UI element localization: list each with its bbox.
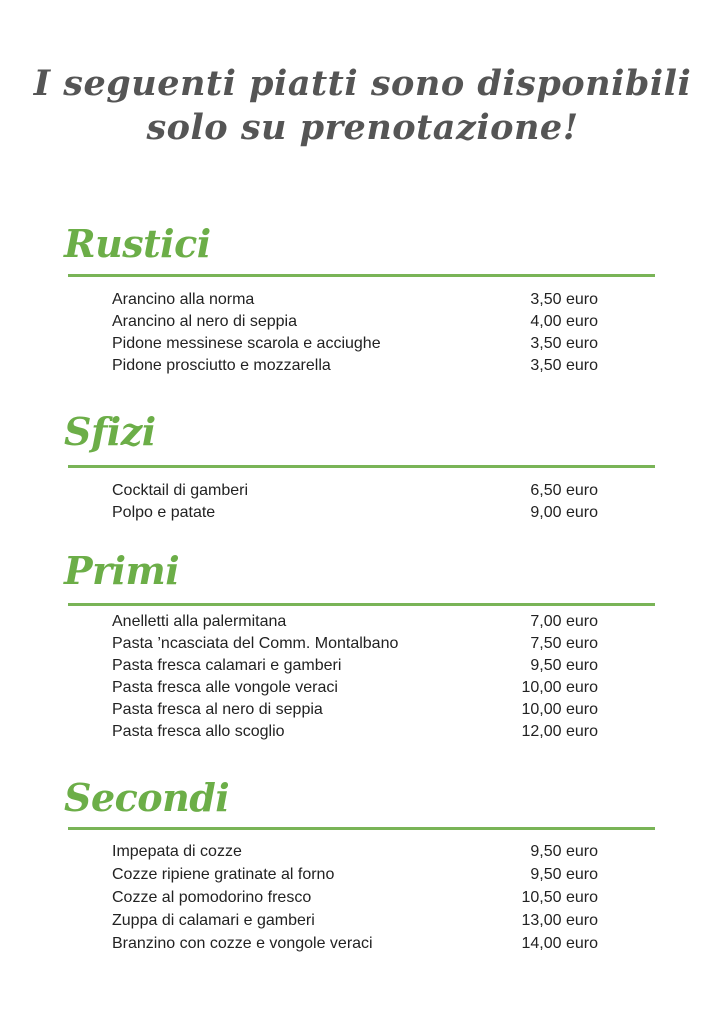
section-divider (68, 274, 655, 277)
item-price: 7,00 euro (530, 613, 598, 630)
item-price: 13,00 euro (521, 912, 598, 929)
item-name: Pasta fresca allo scoglio (112, 723, 285, 740)
section-title: Primi (64, 548, 180, 593)
menu-item (112, 289, 598, 311)
menu-item (112, 887, 598, 909)
menu-list (112, 611, 598, 743)
item-name: Arancino alla norma (112, 291, 255, 308)
item-price: 9,50 euro (530, 657, 598, 674)
item-price: 3,50 euro (530, 335, 598, 352)
item-name: Pidone messinese scarola e acciughe (112, 335, 381, 352)
item-name: Pasta fresca calamari e gamberi (112, 657, 342, 674)
item-name: Arancino al nero di seppia (112, 313, 298, 330)
item-price: 6,50 euro (530, 482, 598, 499)
menu-list (112, 841, 598, 955)
item-price: 10,00 euro (521, 701, 598, 718)
item-price: 14,00 euro (521, 935, 598, 952)
menu-item (112, 721, 598, 743)
item-name: Branzino con cozze e vongole veraci (112, 935, 373, 952)
menu-item (112, 311, 598, 333)
item-price: 9,50 euro (530, 866, 598, 883)
item-price: 4,00 euro (530, 313, 598, 330)
section-title: Sfizi (64, 409, 156, 454)
menu-item (112, 655, 598, 677)
item-name: Cozze ripiene gratinate al forno (112, 866, 335, 883)
menu-item (112, 677, 598, 699)
section-title: Secondi (64, 775, 230, 820)
item-price: 10,00 euro (521, 679, 598, 696)
item-name: Pasta fresca alle vongole veraci (112, 679, 338, 696)
section-divider (68, 465, 655, 468)
item-name: Impepata di cozze (112, 843, 242, 860)
menu-header (0, 62, 725, 150)
menu-list (112, 480, 598, 524)
menu-item (112, 611, 598, 633)
item-price: 3,50 euro (530, 357, 598, 374)
item-name: Pidone prosciutto e mozzarella (112, 357, 331, 374)
menu-item (112, 933, 598, 955)
menu-item (112, 355, 598, 377)
item-name: Cozze al pomodorino fresco (112, 889, 312, 906)
section-divider (68, 827, 655, 830)
item-name: Cocktail di gamberi (112, 482, 249, 499)
item-price: 10,50 euro (521, 889, 598, 906)
item-price: 12,00 euro (521, 723, 598, 740)
item-name: Zuppa di calamari e gamberi (112, 912, 315, 929)
item-name: Anelletti alla palermitana (112, 613, 287, 630)
menu-item (112, 910, 598, 932)
item-price: 9,00 euro (530, 504, 598, 521)
menu-item (112, 864, 598, 886)
item-name: Pasta fresca al nero di seppia (112, 701, 323, 718)
menu-item (112, 480, 598, 502)
header-line-1: I seguenti piatti sono disponibili (33, 63, 692, 104)
item-name: Polpo e patate (112, 504, 216, 521)
menu-item (112, 333, 598, 355)
item-price: 7,50 euro (530, 635, 598, 652)
section-divider (68, 603, 655, 606)
menu-item (112, 502, 598, 524)
menu-item (112, 633, 598, 655)
item-name: Pasta ’ncasciata del Comm. Montalbano (112, 635, 399, 652)
item-price: 3,50 euro (530, 291, 598, 308)
section-title: Rustici (64, 221, 211, 266)
menu-item (112, 699, 598, 721)
menu-list (112, 289, 598, 377)
menu-item (112, 841, 598, 863)
item-price: 9,50 euro (530, 843, 598, 860)
header-line-2: solo su prenotazione! (146, 107, 579, 148)
